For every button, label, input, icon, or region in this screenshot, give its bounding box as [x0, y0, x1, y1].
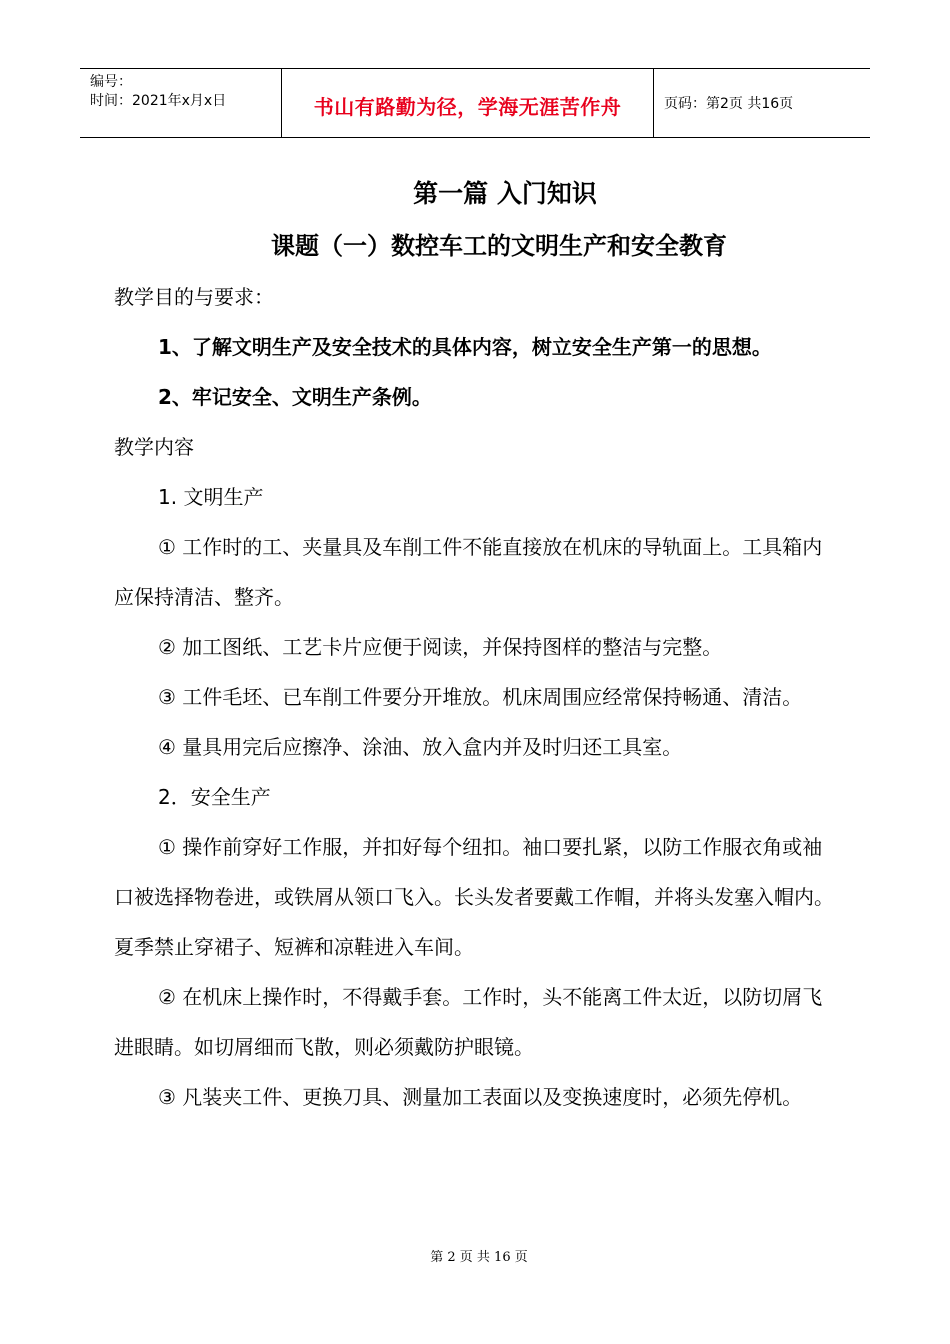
rule-paragraph: ④ 量具用完后应擦净、涂油、放入盒内并及时归还工具室。 — [158, 735, 683, 759]
document-time-label: 时间：2021年x月x日 — [90, 93, 227, 109]
rule-paragraph: ② 加工图纸、工艺卡片应便于阅读，并保持图样的整洁与完整。 — [158, 635, 723, 659]
rule-paragraph: ① 操作前穿好工作服，并扣好每个纽扣。袖口要扎紧，以防工作服衣角或袖口被选择物卷进，或铁屑从领口飞入。长头发者要戴工作帽，并将头发塞入帽内。夏季禁止穿裙子、短裤和凉鞋进入车间。 — [114, 835, 834, 959]
document-number-label: 编号： — [90, 74, 132, 90]
objective-item: 2、牢记安全、文明生产条例。 — [158, 385, 432, 409]
rule-paragraph: ① 工作时的工、夹量具及车削工件不能直接放在机床的导轨面上。工具箱内应保持清洁、整齐。 — [114, 535, 823, 609]
section-heading-safe-production: 2．安全生产 — [158, 785, 271, 809]
rule-paragraph: ③ 工件毛坯、已车削工件要分开堆放。机床周围应经常保持畅通、清洁。 — [158, 685, 803, 709]
part-title: 第一篇 入门知识 — [413, 179, 597, 208]
page-footer: 第 2 页 共 16 页 — [430, 1250, 528, 1265]
objective-item: 1、了解文明生产及安全技术的具体内容，树立安全生产第一的思想。 — [158, 335, 772, 359]
header-page-info: 页码：第2页 共16页 — [664, 96, 794, 112]
content-heading: 教学内容 — [114, 435, 194, 459]
rule-paragraph: ② 在机床上操作时，不得戴手套。工作时，头不能离工件太近，以防切屑飞进眼睛。如切屑细而飞散，则必须戴防护眼镜。 — [114, 985, 823, 1059]
header-meta — [80, 69, 282, 137]
objectives-heading: 教学目的与要求： — [114, 285, 274, 309]
lesson-title: 课题（一）数控车工的文明生产和安全教育 — [271, 232, 727, 260]
rule-paragraph: ③ 凡装夹工件、更换刀具、测量加工表面以及变换速度时，必须先停机。 — [158, 1085, 803, 1109]
document-body — [114, 272, 838, 1122]
page-header — [80, 68, 870, 138]
header-motto: 书山有路勤为径，学海无涯苦作舟 — [282, 69, 654, 137]
section-heading-civilized-production: 1. 文明生产 — [158, 485, 264, 509]
